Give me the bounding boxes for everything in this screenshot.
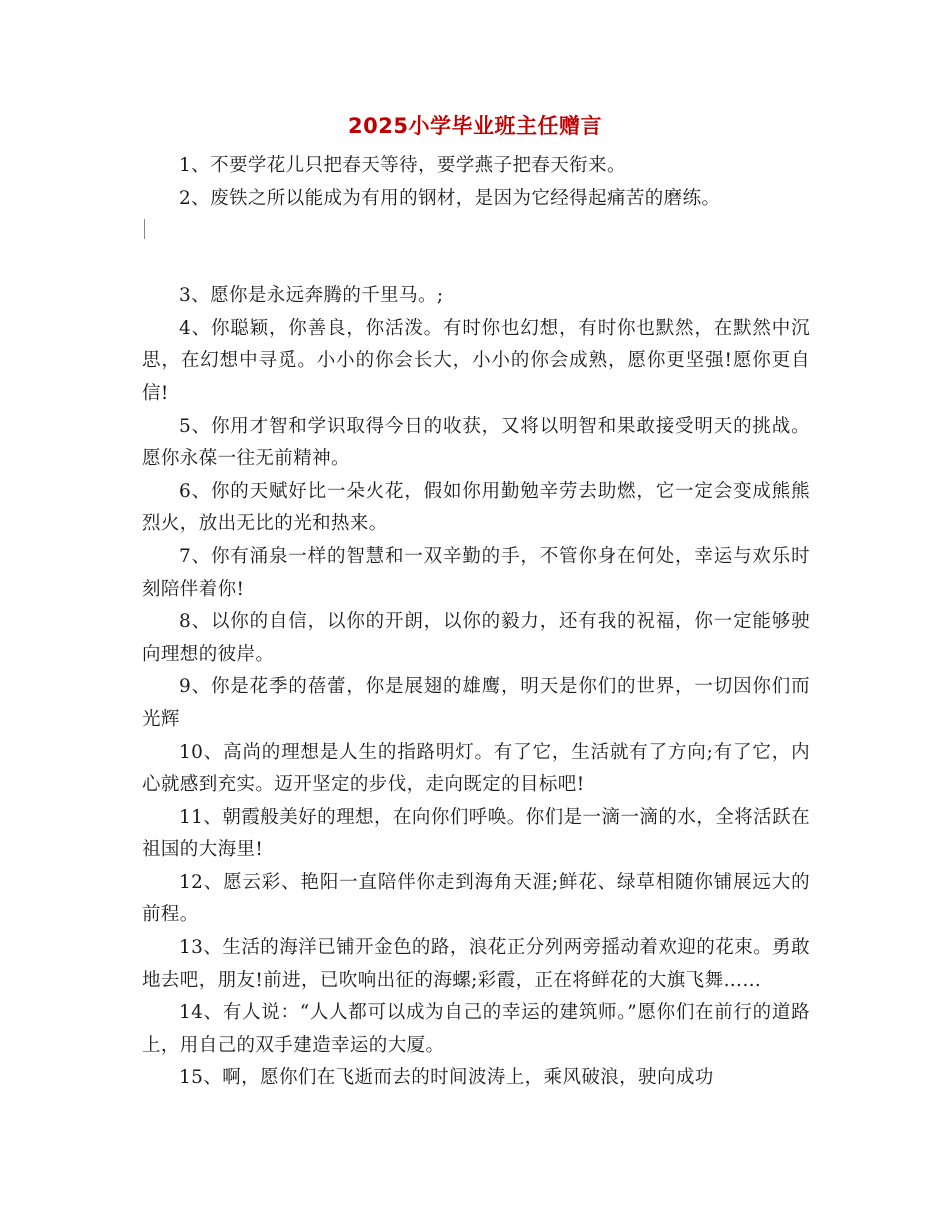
paragraph-9: 9、你是花季的蓓蕾，你是展翅的雄鹰，明天是你们的世界，一切因你们而光辉 [142, 676, 810, 730]
paragraph-1: 1、不要学花儿只把春天等待，要学燕子把春天衔来。 [179, 155, 626, 176]
text-cursor-icon [144, 219, 145, 239]
text-cursor-line [142, 215, 810, 280]
paragraph-10: 10、高尚的理想是人生的指路明灯。有了它，生活就有了方向;有了它，内心就感到充实。迈开坚定的步伐，走向既定的目标吧! [142, 741, 810, 796]
paragraph-14: 14、有人说：“人人都可以成为自己的幸运的建筑师。”愿你们在前行的道路上，用自己的双手建造幸运的大厦。 [142, 1002, 810, 1056]
paragraph-5: 5、你用才智和学识取得今日的收获，又将以明智和果敢接受明天的挑战。愿你永葆一往无前精神。 [142, 415, 810, 470]
document-title: 2025小学毕业班主任赠言 [348, 114, 602, 138]
paragraph-12: 12、愿云彩、艳阳一直陪伴你走到海角天涯;鲜花、绿草相随你铺展远大的前程。 [142, 871, 810, 926]
paragraph-11: 11、朝霞般美好的理想，在向你们呼唤。你们是一滴一滴的水，全将活跃在祖国的大海里! [142, 806, 810, 861]
paragraph-13: 13、生活的海洋已铺开金色的路，浪花正分列两旁摇动着欢迎的花束。勇敢地去吧，朋友!前进，已吹响出征的海螺;彩霞，正在将鲜花的大旗飞舞…… [142, 937, 810, 991]
paragraph-4: 4、你聪颖，你善良，你活泼。有时你也幻想，有时你也默然，在默然中沉思，在幻想中寻觅。小小的你会长大，小小的你会成熟，愿你更坚强!愿你更自信! [142, 317, 810, 404]
paragraph-2: 2、废铁之所以能成为有用的钢材，是因为它经得起痛苦的磨练。 [179, 187, 721, 209]
paragraph-6: 6、你的天赋好比一朵火花，假如你用勤勉辛劳去助燃，它一定会变成熊熊烈火，放出无比的光和热来。 [142, 480, 810, 535]
paragraph-15: 15、啊，愿你们在飞逝而去的时间波涛上，乘风破浪，驶向成功 [179, 1067, 714, 1089]
document-body [142, 150, 810, 1095]
paragraph-3: 3、愿你是永远奔腾的千里马。; [179, 285, 444, 307]
paragraph-8: 8、以你的自信，以你的开朗，以你的毅力，还有我的祝福，你一定能够驶向理想的彼岸。 [142, 611, 810, 665]
paragraph-7: 7、你有涌泉一样的智慧和一双辛勤的手，不管你身在何处，幸运与欢乐时刻陪伴着你! [142, 545, 810, 600]
